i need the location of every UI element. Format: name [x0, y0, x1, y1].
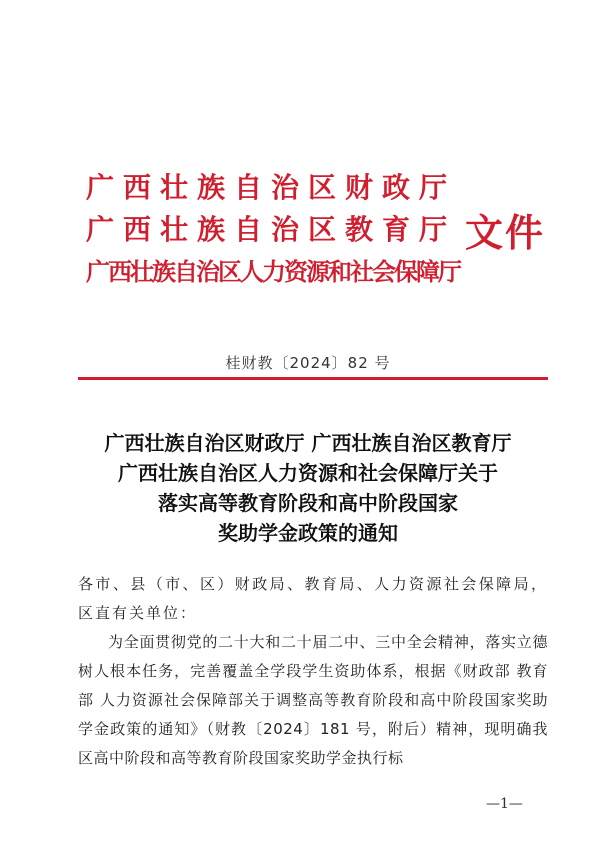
document-number: 桂财教〔2024〕82 号	[225, 354, 391, 372]
salutation: 各市、县（市、区）财政局、教育局、人力资源社会保障局，区直有关单位：	[78, 575, 548, 622]
title-line: 广西壮族自治区人力资源和社会保障厅关于	[118, 461, 498, 485]
page-number: —1—	[486, 796, 523, 812]
title-line: 广西壮族自治区财政厅 广西壮族自治区教育厅	[104, 431, 512, 455]
title-line: 奖助学金政策的通知	[218, 521, 398, 545]
issuer-education-dept: 广西壮族自治区教育厅	[86, 213, 457, 246]
doc-type-label: 文件	[465, 210, 546, 255]
title-line: 落实高等教育阶段和高中阶段国家	[158, 491, 458, 515]
issuer-hr-social-security-dept: 广西壮族自治区人力资源和社会保障厅	[86, 257, 460, 286]
red-divider	[78, 377, 548, 380]
body-paragraph: 为全面贯彻党的二十大和二十届二中、三中全会精神，落实立德树人根本任务，完善覆盖全学段学生资助体系，根据《财政部 教育部 人力资源社会保障部关于调整高等教育阶段和高中阶段国家奖助学金政策的通知》（财教〔2024〕181 号，附后）精神，现明确我区高中阶段和高等教育阶段国家奖助学金执行标	[78, 633, 548, 767]
document-title	[0, 428, 616, 548]
issuer-finance-dept: 广西壮族自治区财政厅	[86, 171, 457, 204]
